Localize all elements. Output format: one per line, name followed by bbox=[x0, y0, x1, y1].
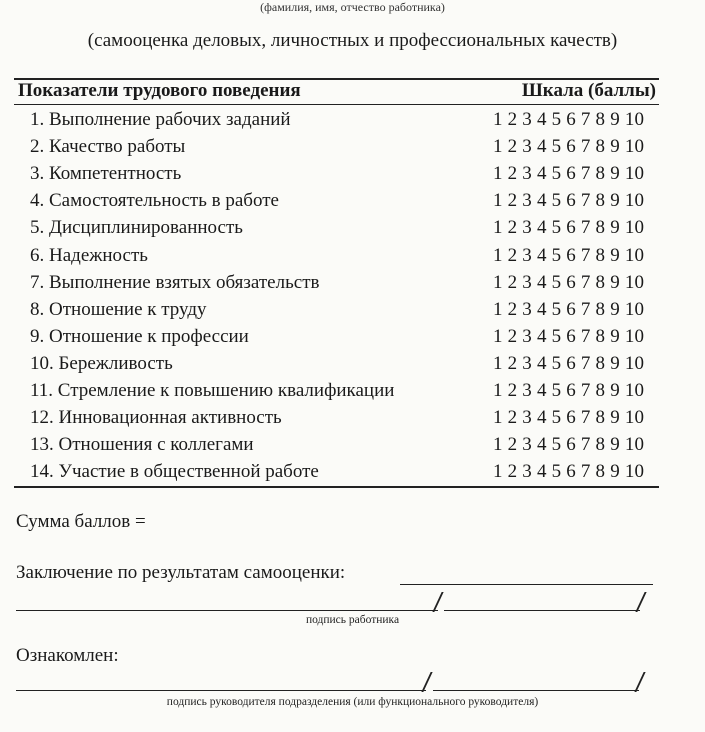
table-bottom-rule bbox=[14, 486, 659, 488]
indicator-label: 10. Бережливость bbox=[30, 352, 173, 374]
column-header-indicators: Показатели трудового поведения bbox=[18, 80, 301, 101]
table-row bbox=[0, 242, 705, 269]
conclusion-line[interactable] bbox=[400, 584, 653, 585]
score-scale[interactable]: 1 2 3 4 5 6 7 8 9 10 bbox=[493, 217, 645, 239]
name-caption: (фамилия, имя, отчество работника) bbox=[260, 0, 445, 14]
conclusion-continuation-line[interactable] bbox=[16, 610, 438, 611]
table-row bbox=[0, 431, 705, 458]
score-scale[interactable]: 1 2 3 4 5 6 7 8 9 10 bbox=[493, 271, 645, 293]
score-scale[interactable]: 1 2 3 4 5 6 7 8 9 10 bbox=[493, 163, 645, 185]
indicator-label: 2. Качество работы bbox=[30, 136, 186, 158]
indicator-label: 13. Отношения с коллегами bbox=[30, 434, 254, 456]
score-scale[interactable]: 1 2 3 4 5 6 7 8 9 10 bbox=[493, 380, 645, 401]
indicator-label: 8. Отношение к труду bbox=[30, 298, 207, 320]
score-scale[interactable]: 1 2 3 4 5 6 7 8 9 10 bbox=[493, 434, 645, 456]
table-row bbox=[0, 269, 705, 296]
score-scale[interactable]: 1 2 3 4 5 6 7 8 9 10 bbox=[493, 352, 645, 374]
indicator-label: 3. Компетентность bbox=[30, 163, 182, 185]
employee-signature-line[interactable] bbox=[444, 610, 640, 611]
indicator-label: 14. Участие в общественной работе bbox=[30, 461, 319, 483]
sum-label: Сумма баллов = bbox=[16, 511, 146, 532]
indicator-label: 6. Надежность bbox=[30, 244, 148, 266]
score-scale[interactable]: 1 2 3 4 5 6 7 8 9 10 bbox=[493, 407, 645, 429]
form-subtitle: (самооценка деловых, личностных и профессиональных качеств) bbox=[87, 30, 618, 51]
table-row bbox=[0, 133, 705, 160]
table-row bbox=[0, 458, 705, 485]
table-header-rule bbox=[14, 104, 659, 105]
score-scale[interactable]: 1 2 3 4 5 6 7 8 9 10 bbox=[493, 109, 645, 130]
indicator-label: 12. Инновационная активность bbox=[30, 407, 282, 429]
score-scale[interactable]: 1 2 3 4 5 6 7 8 9 10 bbox=[493, 461, 645, 483]
manager-name-line[interactable] bbox=[16, 690, 426, 691]
separator-slash bbox=[634, 672, 645, 692]
indicator-label: 1. Выполнение рабочих заданий bbox=[30, 109, 291, 130]
table-row bbox=[0, 350, 705, 377]
conclusion-label: Заключение по результатам самооценки: bbox=[16, 562, 346, 583]
indicator-label: 9. Отношение к профессии bbox=[30, 325, 249, 347]
table-row bbox=[0, 214, 705, 241]
score-scale[interactable]: 1 2 3 4 5 6 7 8 9 10 bbox=[493, 325, 645, 347]
score-scale[interactable]: 1 2 3 4 5 6 7 8 9 10 bbox=[493, 298, 645, 320]
separator-slash bbox=[635, 592, 646, 612]
table-row bbox=[0, 296, 705, 323]
score-scale[interactable]: 1 2 3 4 5 6 7 8 9 10 bbox=[493, 244, 645, 266]
manager-signature-line[interactable] bbox=[433, 690, 639, 691]
indicator-label: 4. Самостоятельность в работе bbox=[30, 190, 279, 212]
employee-signature-caption: подпись работника bbox=[305, 614, 400, 626]
column-header-scale: Шкала (баллы) bbox=[521, 80, 656, 101]
indicator-label: 7. Выполнение взятых обязательств bbox=[30, 271, 320, 293]
table-row bbox=[0, 404, 705, 431]
indicator-label: 5. Дисциплинированность bbox=[30, 217, 243, 239]
separator-slash bbox=[432, 592, 443, 612]
table-row bbox=[0, 187, 705, 214]
acknowledged-label: Ознакомлен: bbox=[16, 645, 119, 666]
score-scale[interactable]: 1 2 3 4 5 6 7 8 9 10 bbox=[493, 136, 645, 158]
table-row bbox=[0, 106, 705, 133]
manager-signature-caption: подпись руководителя подразделения (или функционального руководителя) bbox=[166, 696, 539, 708]
table-row bbox=[0, 323, 705, 350]
separator-slash bbox=[421, 672, 432, 692]
table-row bbox=[0, 160, 705, 187]
score-scale[interactable]: 1 2 3 4 5 6 7 8 9 10 bbox=[493, 190, 645, 212]
table-row bbox=[0, 377, 705, 404]
indicator-label: 11. Стремление к повышению квалификации bbox=[30, 380, 395, 401]
